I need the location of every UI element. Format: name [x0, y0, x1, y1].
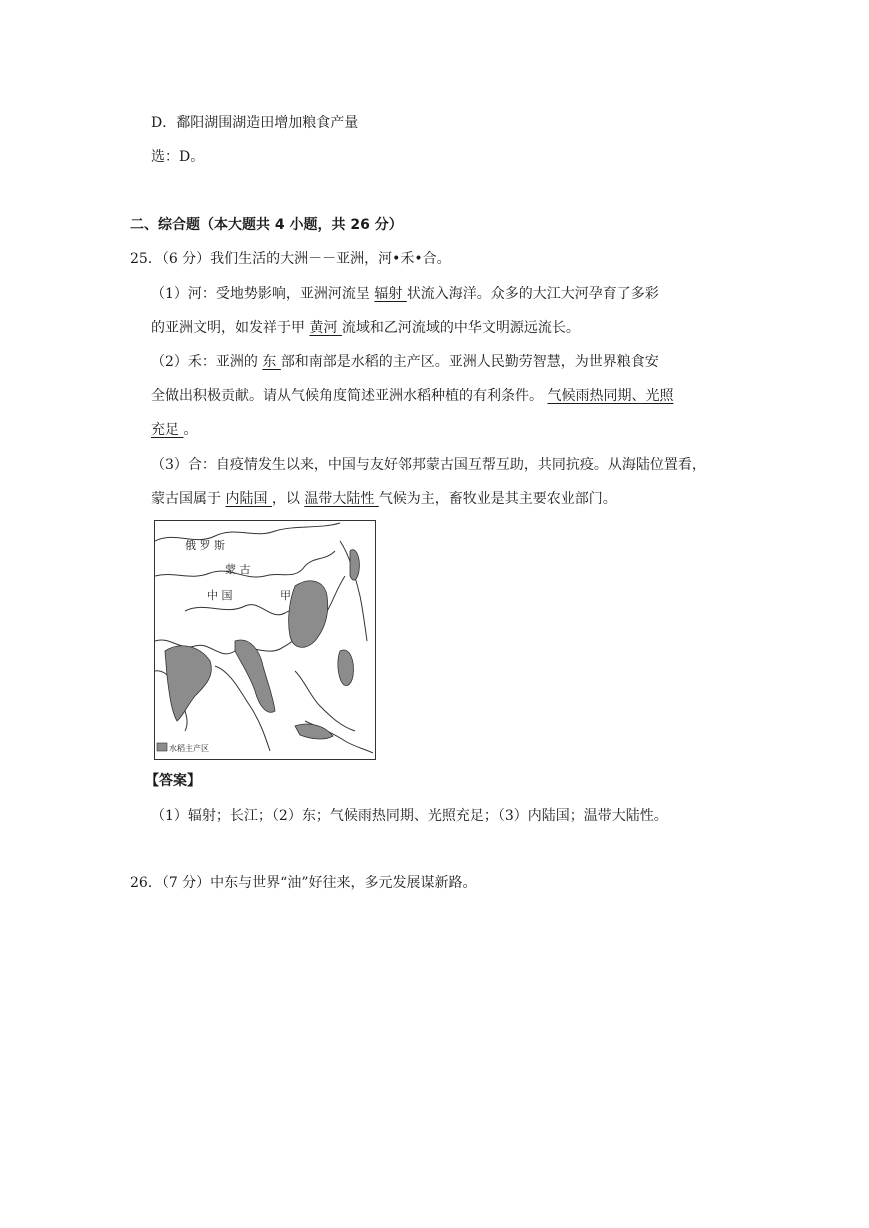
- q25-part2-line2: [151, 386, 673, 406]
- rice-region-japan: [350, 550, 359, 580]
- legend-label: 水稻主产区: [169, 744, 209, 753]
- label-china: 中 国: [207, 589, 233, 602]
- q25-part3-line2: [151, 489, 617, 509]
- answer-blank: 黄河: [309, 320, 342, 336]
- q25-part3-line1: （3）合：自疫情发生以来，中国与友好邻邦蒙古国互帮互助，共同抗疫。从海陆位置看，: [151, 457, 706, 473]
- label-russia: 俄 罗 斯: [185, 539, 225, 552]
- rice-region-philippines: [338, 650, 354, 686]
- label-mongolia: 蒙 古: [225, 563, 251, 576]
- answer-blank: 温带大陆性: [304, 491, 379, 507]
- answer-text: （1）辐射；长江；（2）东；气候雨热同期、光照充足；（3）内陆国；温带大陆性。: [151, 808, 668, 824]
- q25-part2-line1: [151, 352, 659, 372]
- asia-rice-map: [154, 520, 376, 760]
- question-26-stem: 26．（7 分）中东与世界“油”好往来，多元发展谋新路。: [130, 875, 477, 891]
- section-heading: 二、综合题（本大题共 4 小题，共 26 分）: [130, 217, 403, 233]
- text: （1）河：受地势影响，亚洲河流呈: [151, 286, 375, 302]
- rice-region-east-china: [289, 581, 328, 648]
- rice-region-india: [165, 646, 211, 721]
- option-d: D．鄱阳湖围湖造田增加粮食产量: [151, 115, 359, 131]
- rice-region-java: [295, 724, 333, 739]
- answer-blank: 内陆国: [225, 491, 272, 507]
- q25-part2-line3: [151, 420, 197, 440]
- text: 。: [183, 422, 198, 438]
- answer-choice: 选：D。: [151, 149, 205, 165]
- q25-part1-line2: [151, 318, 580, 338]
- legend-swatch: [157, 743, 167, 751]
- map-drawing: [155, 521, 375, 759]
- text: 的亚洲文明，如发祥于甲: [151, 320, 310, 336]
- text: 全做出积极贡献。请从气候角度简述亚洲水稻种植的有利条件。: [151, 388, 548, 404]
- answer-blank: 充足: [151, 422, 184, 438]
- answer-title: 【答案】: [145, 773, 201, 789]
- text: 气候为主，畜牧业是其主要农业部门。: [378, 491, 617, 507]
- text: 蒙古国属于: [151, 491, 226, 507]
- text: 状流入海洋。众多的大江大河孕育了多彩: [406, 286, 659, 302]
- text: （2）禾：亚洲的: [151, 354, 263, 370]
- q25-part1-line1: [151, 284, 659, 304]
- text: ，以: [271, 491, 305, 507]
- answer-blank: 气候雨热同期、光照: [547, 388, 674, 404]
- question-25-stem: 25．（6 分）我们生活的大洲－－亚洲，河•禾•合。: [130, 251, 451, 267]
- answer-blank: 东: [262, 354, 281, 370]
- answer-blank: 辐射: [374, 286, 407, 302]
- text: 流域和乙河流域的中华文明源远流长。: [341, 320, 580, 336]
- text: 部和南部是水稻的主产区。亚洲人民勤劳智慧，为世界粮食安: [280, 354, 659, 370]
- label-jia: 甲: [280, 589, 291, 602]
